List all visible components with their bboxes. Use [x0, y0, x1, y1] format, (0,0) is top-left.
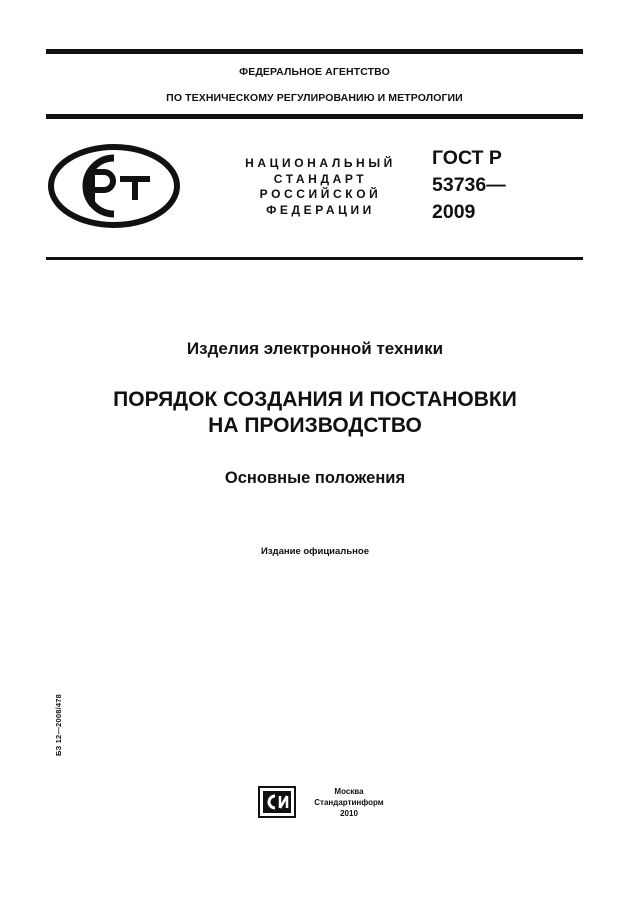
document-subtitle: Основные положения [224, 469, 406, 487]
gost-line: 53736— [432, 174, 506, 196]
header-rule [46, 114, 583, 119]
document-title-line: ПОРЯДОК СОЗДАНИЯ И ПОСТАНОВКИ [113, 388, 517, 411]
publisher-year: 2010 [340, 809, 358, 818]
national-standard-label [228, 156, 413, 218]
document-category: Изделия электронной техники [186, 339, 444, 358]
rst-certification-mark-icon [48, 144, 180, 228]
gost-designation [432, 145, 506, 226]
national-standard-line: НАЦИОНАЛЬНЫЙ [245, 156, 396, 170]
agency-line-1: ФЕДЕРАЛЬНОЕ АГЕНТСТВО [239, 66, 390, 78]
agency-line-2: ПО ТЕХНИЧЕСКОМУ РЕГУЛИРОВАНИЮ И МЕТРОЛОГИИ [166, 92, 463, 104]
document-title [0, 387, 630, 439]
edition-label: Издание официальное [261, 546, 369, 557]
section-rule [46, 257, 583, 260]
gost-line: ГОСТ Р [432, 147, 502, 169]
publisher-city: Москва [334, 787, 364, 796]
national-standard-line: РОССИЙСКОЙ [259, 187, 382, 201]
gost-line: 2009 [432, 201, 476, 223]
national-standard-line: ФЕДЕРАЦИИ [266, 202, 375, 217]
standartinform-logo-icon [258, 786, 296, 818]
margin-note: БЗ 12—2008/478 [54, 694, 63, 756]
national-standard-line: СТАНДАРТ [273, 171, 368, 186]
publisher-name: Стандартинформ [314, 798, 384, 807]
publisher-block [302, 786, 396, 819]
document-title-line: НА ПРОИЗВОДСТВО [208, 414, 422, 437]
top-rule [46, 49, 583, 54]
